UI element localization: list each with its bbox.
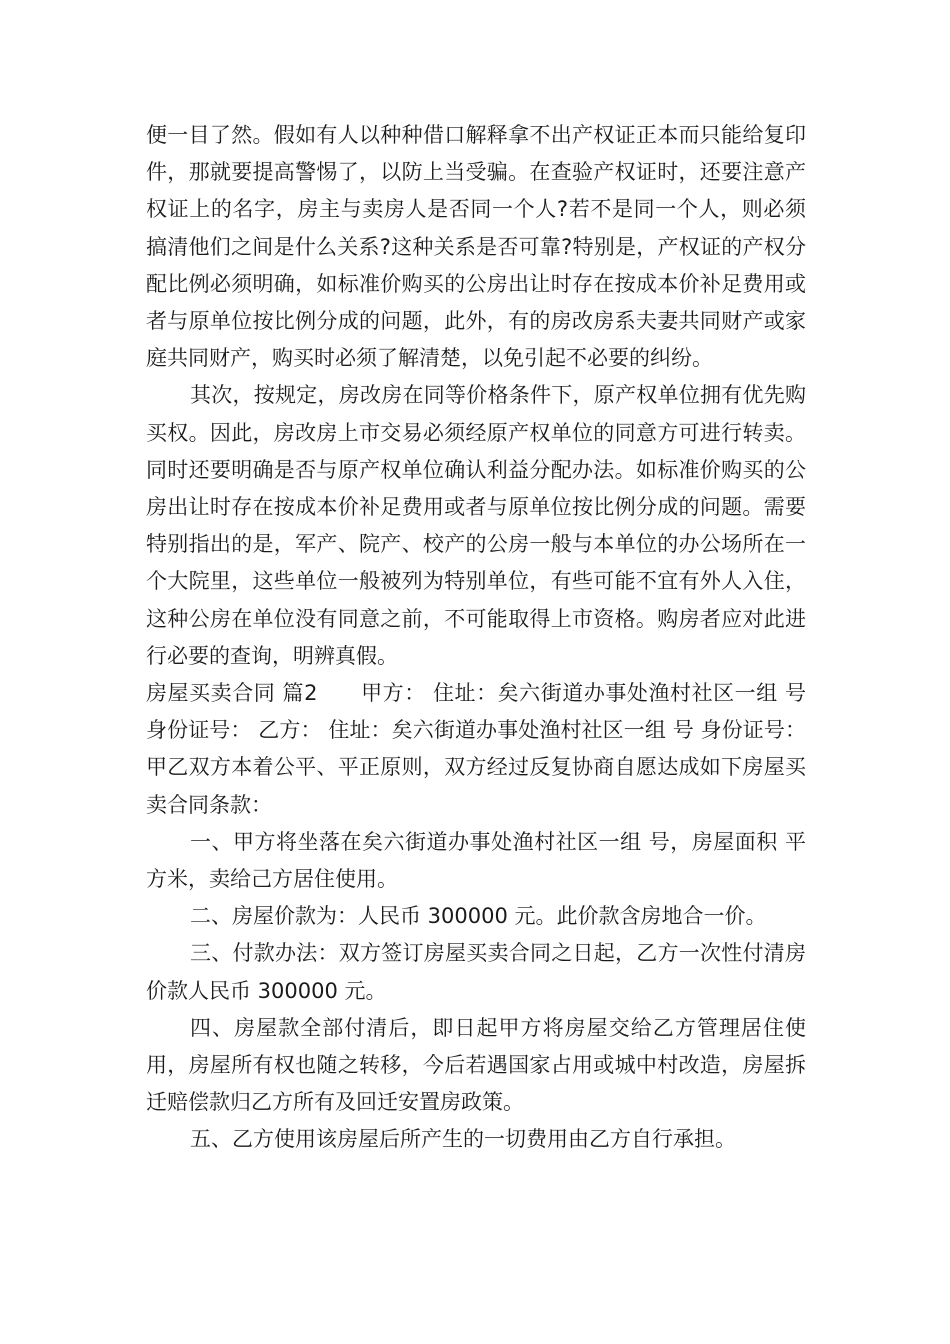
clause-1: 一、甲方将坐落在矣六街道办事处渔村社区一组 号，房屋面积 平方米，卖给己方居住使用。 xyxy=(146,829,806,892)
clause-5: 五、乙方使用该房屋后所产生的一切费用由乙方自行承担。 xyxy=(190,1127,736,1152)
clause-3: 三、付款办法：双方签订房屋买卖合同之日起，乙方一次性付清房价款人民币 300000 元。 xyxy=(146,941,806,1003)
clause-2: 二、房屋价款为：人民币 300000 元。此价款含房地合一价。 xyxy=(190,904,767,929)
clause-4: 四、房屋款全部付清后，即日起甲方将房屋交给乙方管理居住使用，房屋所有权也随之转移，今后若遇国家占用或城中村改造，房屋拆迁赔偿款归乙方所有及回迁安置房政策。 xyxy=(146,1015,806,1115)
paragraph-property-certificate: 便一目了然。假如有人以种种借口解释拿不出产权证正本而只能给复印件，那就要提高警惕了，以防上当受骗。在查验产权证时，还要注意产权证上的名字，房主与卖房人是否同一个人?若不是同一个人，则必须搞清他们之间是什么关系?这种关系是否可靠?特别是，产权证的产权分配比例必须明确，如标准价购买的公房出让时存在按成本价补足费用或者与原单位按比例分成的问题，此外，有的房改房系夫妻共同财产或家庭共同财产，购买时必须了解清楚，以免引起不必要的纠纷。 xyxy=(146,123,806,371)
paragraph-contract-header: 房屋买卖合同 篇2 甲方： 住址：矣六街道办事处渔村社区一组 号 身份证号： 乙方： 住址：矣六街道办事处渔村社区一组 号 身份证号： 甲乙双方本着公平、平正原则，双方经过反复协商自愿达成如下房屋买卖合同条款： xyxy=(146,681,806,817)
document-body xyxy=(146,117,806,1159)
paragraph-priority-purchase: 其次，按规定，房改房在同等价格条件下，原产权单位拥有优先购买权。因此，房改房上市交易必须经原产权单位的同意方可进行转卖。同时还要明确是否与原产权单位确认利益分配办法。如标准价购买的公房出让时存在按成本价补足费用或者与原单位按比例分成的问题。需要特别指出的是，军产、院产、校产的公房一般与本单位的办公场所在一个大院里，这些单位一般被列为特别单位，有些可能不宜有外人入住，这种公房在单位没有同意之前，不可能取得上市资格。购房者应对此进行必要的查询，明辨真假。 xyxy=(146,383,806,668)
